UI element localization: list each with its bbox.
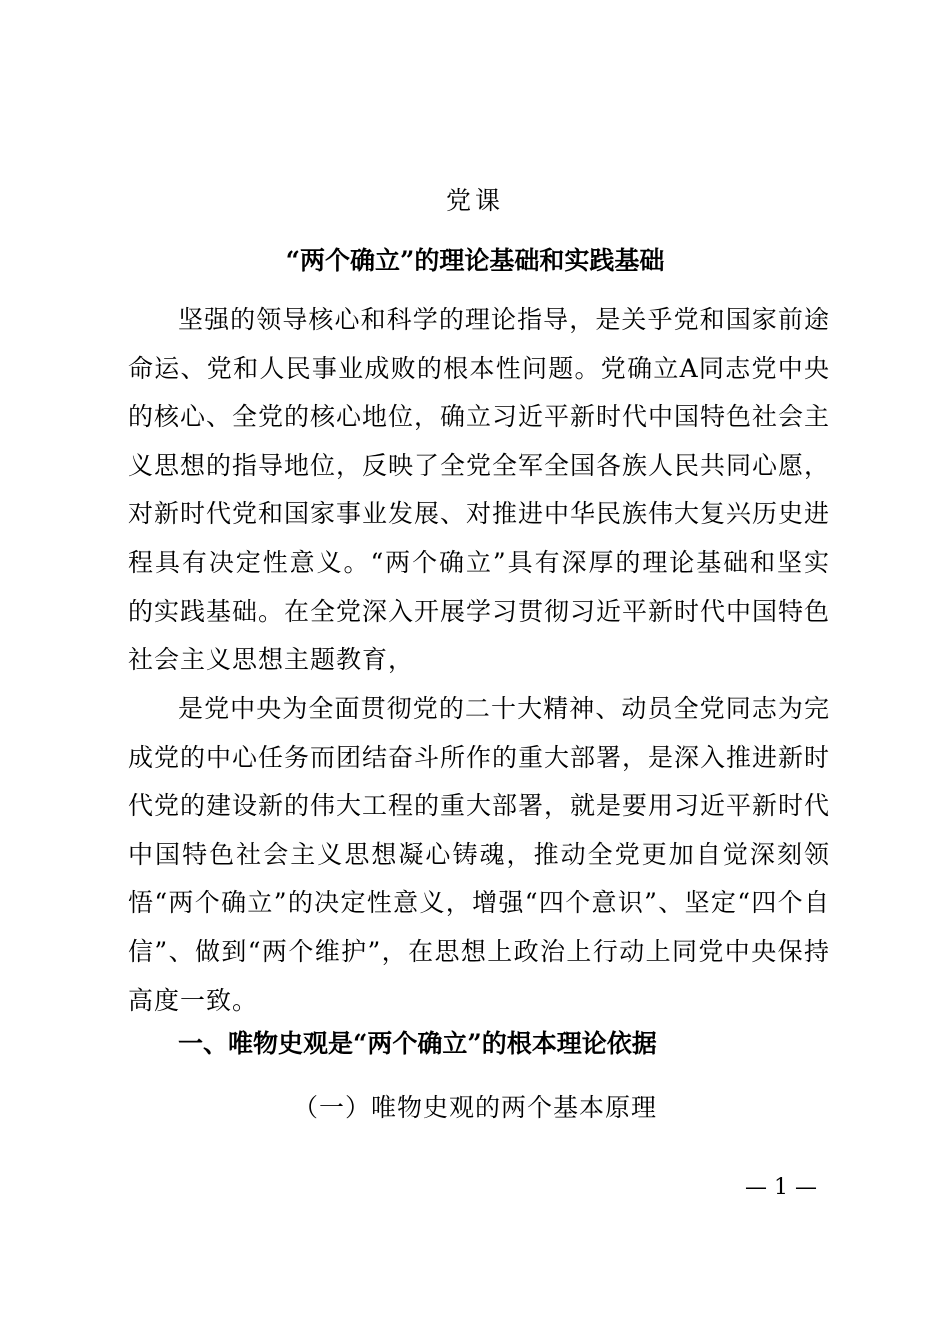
subsection-heading: （一）唯物史观的两个基本原理 — [292, 1093, 657, 1122]
page-number: — 1 — — [745, 1175, 817, 1200]
section-heading: 一、唯物史观是“两个确立”的根本理论依据 — [178, 1029, 657, 1058]
body-paragraph-1: 坚强的领导核心和科学的理论指导，是关乎党和国家前途命运、党和人民事业成败的根本性问题。党确立A同志党中央的核心、全党的核心地位，确立习近平新时代中国特色社会主义思想的指导地位，反映了全党全军全国各族人民共同心愿，对新时代党和国家事业发展、对推进中华民族伟大复兴历史进程具有决定性意义。“两个确立”具有深厚的理论基础和坚实的实践基础。在全党深入开展学习贯彻习近平新时代中国特色社会主义思想主题教育， — [128, 305, 831, 675]
body-paragraph-2: 是党中央为全面贯彻党的二十大精神、动员全党同志为完成党的中心任务而团结奋斗所作的重大部署，是深入推进新时代党的建设新的伟大工程的重大部署，就是要用习近平新时代中国特色社会主义思想凝心铸魂，推动全党更加自觉深刻领悟“两个确立”的决定性意义，增强“四个意识”、坚定“四个自信”、做到“两个维护”，在思想上政治上行动上同党中央保持高度一致。 — [128, 694, 831, 1015]
document-label: 党课 — [445, 186, 504, 215]
document-title: “两个确立”的理论基础和实践基础 — [285, 246, 665, 275]
